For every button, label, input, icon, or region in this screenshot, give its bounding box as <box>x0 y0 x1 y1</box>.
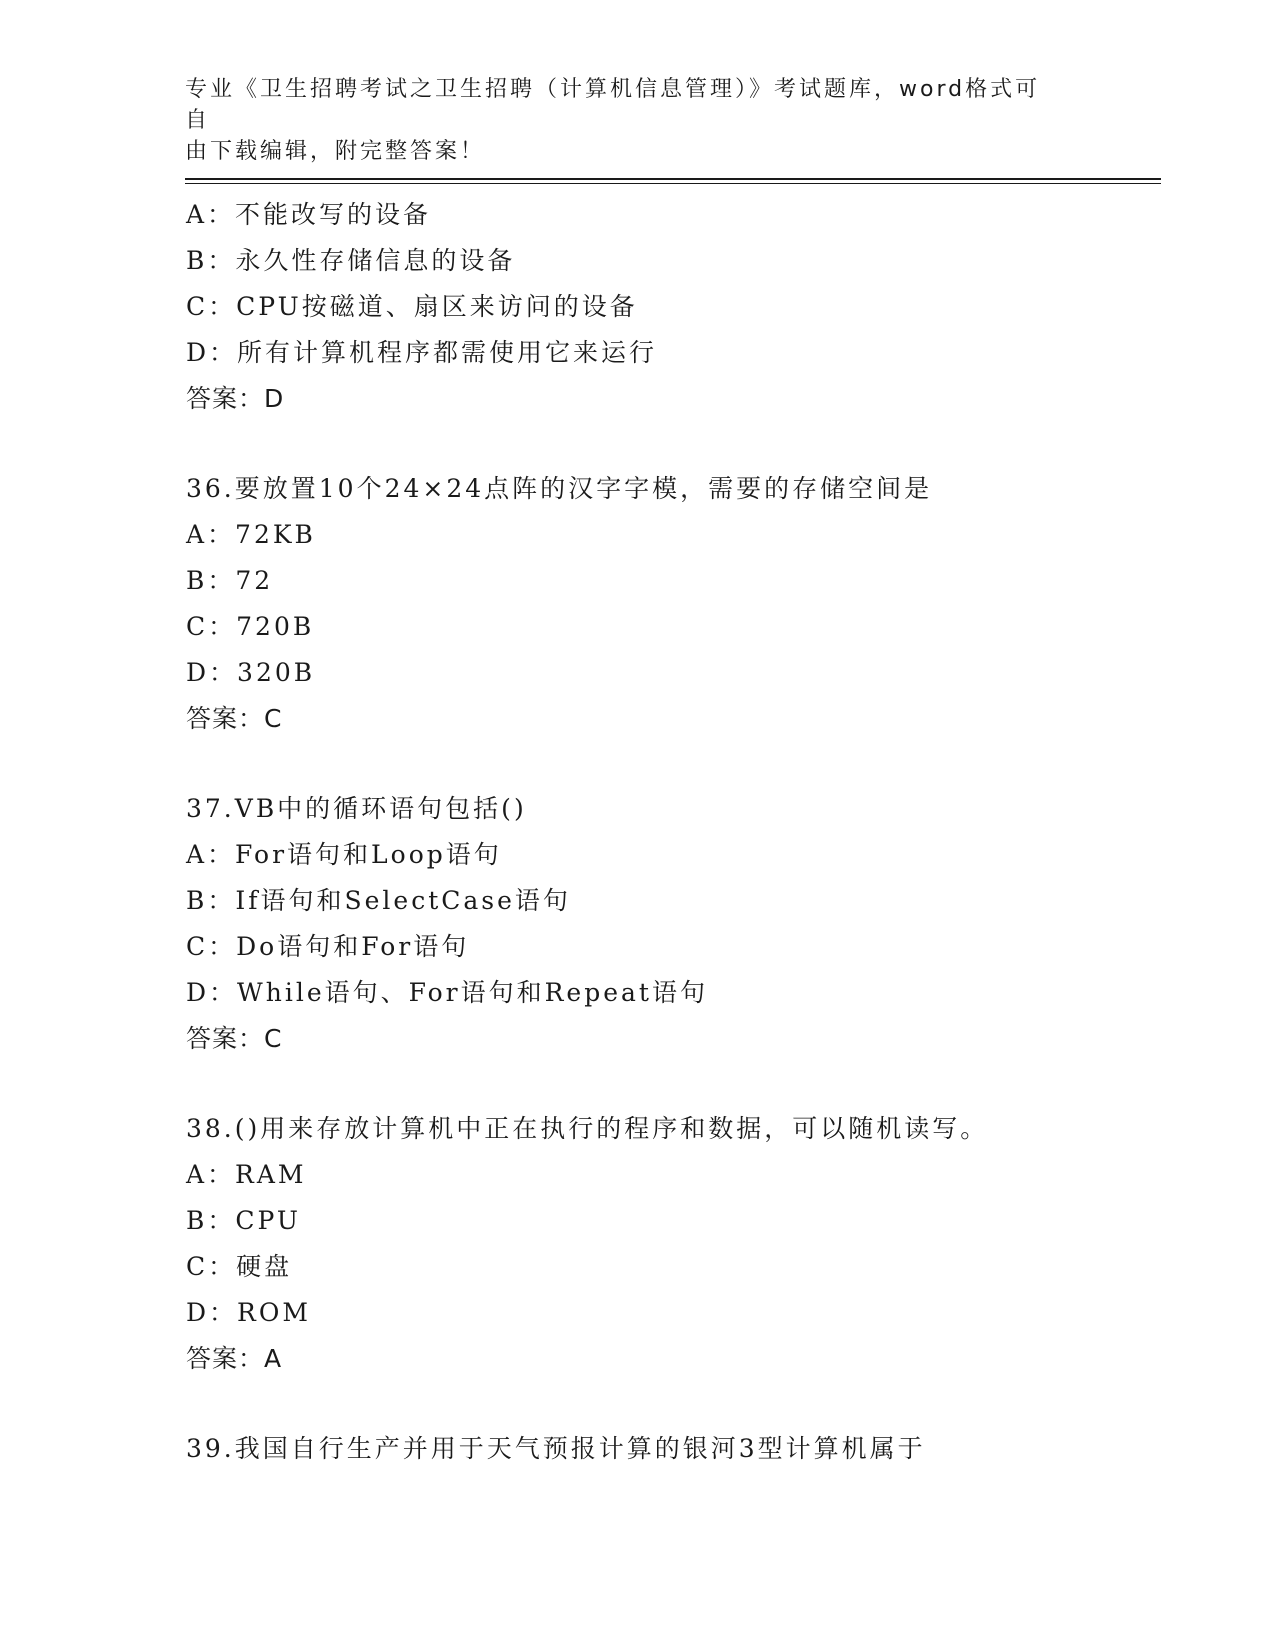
question-stem: 37.VB中的循环语句包括() <box>186 794 527 823</box>
question-block-39 <box>186 1426 1146 1472</box>
option-b: B：If语句和SelectCase语句 <box>186 886 571 915</box>
header-divider-thin <box>185 183 1161 184</box>
answer-line: 答案：D <box>186 384 285 413</box>
spacer <box>186 742 1146 786</box>
option-b: B：CPU <box>186 1206 301 1235</box>
option-a: A：不能改写的设备 <box>186 200 432 229</box>
spacer <box>186 1382 1146 1426</box>
option-d: D：320B <box>186 658 316 687</box>
question-block-35 <box>186 192 1146 422</box>
option-d: D：While语句、For语句和Repeat语句 <box>186 978 708 1007</box>
header-line-2: 由下载编辑，附完整答案！ <box>185 139 486 164</box>
option-b: B：永久性存储信息的设备 <box>186 246 516 275</box>
header-line-1: 专业《卫生招聘考试之卫生招聘（计算机信息管理）》考试题库，word格式可自 <box>185 77 1041 133</box>
document-header <box>185 74 1065 167</box>
header-divider-thick <box>185 178 1161 180</box>
option-a: A：RAM <box>186 1160 307 1189</box>
question-stem: 39.我国自行生产并用于天气预报计算的银河3型计算机属于 <box>186 1434 926 1463</box>
option-a: A：For语句和Loop语句 <box>186 840 502 869</box>
question-stem: 38.()用来存放计算机中正在执行的程序和数据，可以随机读写。 <box>186 1114 989 1143</box>
spacer <box>186 1062 1146 1106</box>
option-d: D：所有计算机程序都需使用它来运行 <box>186 338 658 367</box>
option-c: C：CPU按磁道、扇区来访问的设备 <box>186 292 638 321</box>
answer-line: 答案：C <box>186 1024 283 1053</box>
option-c: C：720B <box>186 612 315 641</box>
option-a: A：72KB <box>186 520 316 549</box>
question-block-37 <box>186 786 1146 1062</box>
option-c: C：硬盘 <box>186 1252 293 1281</box>
option-b: B：72 <box>186 566 274 595</box>
answer-line: 答案：A <box>186 1344 283 1373</box>
option-c: C：Do语句和For语句 <box>186 932 470 961</box>
option-d: D：ROM <box>186 1298 311 1327</box>
spacer <box>186 422 1146 466</box>
answer-line: 答案：C <box>186 704 283 733</box>
question-block-38 <box>186 1106 1146 1382</box>
question-stem: 36.要放置10个24×24点阵的汉字字模，需要的存储空间是 <box>186 474 933 503</box>
question-block-36 <box>186 466 1146 742</box>
question-list <box>186 192 1146 1472</box>
